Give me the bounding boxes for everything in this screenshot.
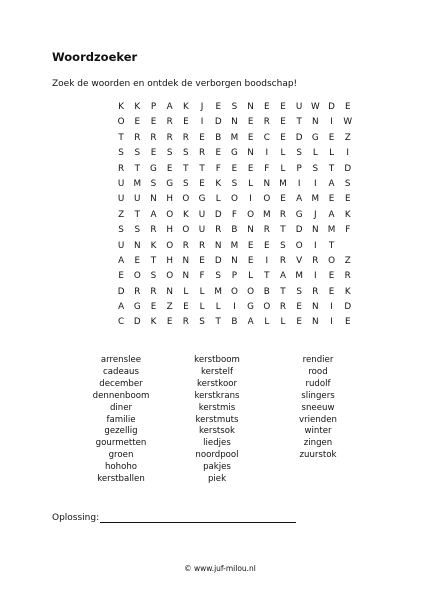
grid-cell[interactable]: S bbox=[134, 148, 141, 159]
grid-cell[interactable]: M bbox=[295, 271, 303, 282]
word-list-item: kerstballen bbox=[97, 474, 145, 485]
word-list-item: cadeaus bbox=[103, 366, 139, 377]
grid-cell[interactable]: E bbox=[296, 302, 302, 313]
grid-cell[interactable]: K bbox=[182, 102, 189, 112]
grid-cell[interactable]: O bbox=[133, 271, 141, 282]
grid-cell[interactable]: D bbox=[295, 225, 303, 236]
grid-row bbox=[113, 239, 356, 254]
grid-cell[interactable]: O bbox=[182, 225, 190, 236]
word-list-item: noordpool bbox=[195, 450, 239, 461]
word-list-item: gezellig bbox=[104, 426, 138, 437]
grid-cell[interactable]: R bbox=[150, 225, 157, 236]
grid-row bbox=[113, 269, 356, 284]
word-list-item: vrienden bbox=[299, 414, 337, 425]
grid-cell[interactable]: O bbox=[182, 194, 190, 205]
word-list-item: piek bbox=[207, 474, 227, 485]
grid-cell[interactable]: D bbox=[133, 317, 141, 328]
grid-cell[interactable]: H bbox=[166, 225, 173, 236]
grid-cell[interactable]: T bbox=[183, 163, 189, 174]
grid-cell[interactable]: R bbox=[279, 255, 287, 266]
grid-cell[interactable]: S bbox=[118, 225, 124, 236]
grid-cell[interactable]: D bbox=[214, 209, 222, 220]
grid-cell[interactable]: E bbox=[247, 240, 254, 251]
grid-cell[interactable]: N bbox=[182, 255, 190, 266]
grid-cell[interactable]: G bbox=[247, 302, 254, 313]
letter-grid bbox=[113, 100, 356, 331]
grid-cell[interactable]: E bbox=[231, 163, 238, 174]
grid-cell[interactable]: R bbox=[166, 132, 173, 143]
grid-cell[interactable]: E bbox=[199, 132, 205, 143]
grid-cell[interactable]: O bbox=[295, 240, 303, 251]
grid-cell[interactable]: T bbox=[264, 271, 270, 282]
grid-cell[interactable]: T bbox=[134, 163, 140, 174]
grid-cell[interactable]: N bbox=[312, 302, 319, 313]
word-list-item: kerstsok bbox=[198, 426, 236, 437]
grid-cell[interactable]: M bbox=[262, 209, 271, 220]
grid-cell[interactable]: N bbox=[231, 117, 238, 128]
word-list-item: rendier bbox=[302, 355, 334, 365]
grid-cell[interactable]: A bbox=[150, 209, 157, 220]
grid-row bbox=[113, 115, 356, 130]
grid-cell[interactable]: I bbox=[314, 271, 317, 282]
grid-cell[interactable]: E bbox=[280, 102, 286, 112]
grid-cell[interactable]: E bbox=[166, 317, 173, 328]
grid-cell[interactable]: R bbox=[198, 240, 206, 251]
word-list-item: liedjes bbox=[203, 438, 231, 449]
word-list-item: hohoho bbox=[104, 462, 138, 473]
grid-cell[interactable]: S bbox=[183, 148, 189, 159]
word-list-item: kerstmis bbox=[198, 402, 236, 413]
grid-cell[interactable]: P bbox=[296, 163, 302, 174]
grid-cell[interactable]: W bbox=[343, 117, 353, 128]
solution-answer-line[interactable] bbox=[100, 513, 296, 523]
grid-cell[interactable]: N bbox=[312, 117, 319, 128]
word-list-item: winter bbox=[304, 426, 332, 437]
word-list-item: rudolf bbox=[305, 378, 331, 389]
grid-cell[interactable]: F bbox=[199, 271, 205, 282]
grid-cell[interactable]: N bbox=[133, 240, 141, 251]
grid-cell[interactable]: J bbox=[200, 102, 204, 112]
grid-cell[interactable]: I bbox=[297, 178, 301, 189]
grid-cell[interactable]: E bbox=[264, 240, 270, 251]
word-list-item: slingers bbox=[301, 390, 335, 401]
grid-row bbox=[113, 285, 356, 300]
grid-cell[interactable]: N bbox=[150, 194, 157, 205]
grid-cell[interactable]: L bbox=[280, 148, 286, 159]
word-list-column-3 bbox=[284, 355, 352, 462]
solution-label: Oplossing: bbox=[52, 513, 100, 523]
grid-cell[interactable]: R bbox=[166, 117, 173, 128]
grid-cell[interactable]: E bbox=[344, 194, 351, 205]
grid-cell[interactable]: L bbox=[280, 163, 286, 174]
grid-cell[interactable]: O bbox=[166, 240, 174, 251]
grid-cell[interactable]: O bbox=[230, 286, 238, 297]
grid-cell[interactable]: D bbox=[214, 117, 222, 128]
grid-cell[interactable]: P bbox=[231, 271, 238, 282]
word-list-item: kerstboom bbox=[194, 355, 240, 365]
grid-cell[interactable]: S bbox=[344, 178, 351, 189]
grid-cell[interactable]: A bbox=[328, 178, 335, 189]
grid-cell[interactable]: E bbox=[183, 117, 189, 128]
grid-cell[interactable]: N bbox=[312, 225, 319, 236]
grid-cell[interactable]: A bbox=[328, 209, 335, 220]
grid-cell[interactable]: R bbox=[150, 286, 157, 297]
grid-cell[interactable]: B bbox=[231, 225, 238, 236]
grid-cell[interactable]: R bbox=[182, 132, 189, 143]
grid-cell[interactable]: L bbox=[248, 271, 254, 282]
grid-cell[interactable]: H bbox=[166, 255, 173, 266]
grid-cell[interactable]: K bbox=[215, 178, 222, 189]
grid-cell[interactable]: O bbox=[263, 194, 271, 205]
grid-cell[interactable]: G bbox=[133, 302, 141, 313]
grid-cell[interactable]: R bbox=[118, 163, 125, 174]
grid-cell[interactable]: Z bbox=[118, 209, 125, 220]
grid-cell[interactable]: U bbox=[117, 194, 125, 205]
grid-cell[interactable]: U bbox=[295, 102, 303, 112]
grid-row bbox=[113, 254, 356, 269]
grid-cell[interactable]: R bbox=[344, 271, 351, 282]
grid-cell[interactable]: S bbox=[118, 148, 124, 159]
word-list-item: rood bbox=[308, 366, 328, 377]
grid-row bbox=[113, 177, 356, 192]
grid-cell[interactable]: S bbox=[296, 286, 302, 297]
grid-cell[interactable]: O bbox=[166, 271, 174, 282]
grid-cell[interactable]: S bbox=[280, 240, 286, 251]
grid-cell[interactable]: G bbox=[311, 132, 319, 143]
grid-cell[interactable]: Z bbox=[166, 302, 173, 313]
grid-cell[interactable]: E bbox=[150, 117, 157, 128]
grid-cell[interactable]: E bbox=[247, 117, 254, 128]
grid-cell[interactable]: T bbox=[328, 163, 335, 174]
grid-cell[interactable]: E bbox=[134, 255, 141, 266]
grid-cell[interactable]: R bbox=[134, 132, 141, 143]
grid-cell[interactable]: E bbox=[280, 132, 286, 143]
grid-cell[interactable]: T bbox=[296, 117, 302, 128]
grid-cell[interactable]: S bbox=[215, 271, 222, 282]
grid-cell[interactable]: K bbox=[344, 209, 351, 220]
grid-cell[interactable]: I bbox=[249, 194, 252, 205]
grid-cell[interactable]: A bbox=[296, 194, 303, 205]
grid-cell[interactable]: L bbox=[215, 194, 221, 205]
word-list-column-1 bbox=[86, 355, 156, 486]
grid-cell[interactable]: G bbox=[166, 178, 174, 189]
grid-cell[interactable]: N bbox=[312, 317, 319, 328]
word-list-item: zingen bbox=[303, 438, 333, 449]
grid-cell[interactable]: E bbox=[344, 102, 351, 112]
grid-cell[interactable]: B bbox=[263, 286, 270, 297]
grid-cell[interactable]: D bbox=[344, 302, 352, 313]
grid-cell[interactable]: L bbox=[248, 178, 254, 189]
grid-cell[interactable]: R bbox=[312, 286, 319, 297]
grid-cell[interactable]: I bbox=[200, 117, 204, 128]
grid-cell[interactable]: M bbox=[214, 286, 223, 297]
grid-cell[interactable]: R bbox=[150, 132, 157, 143]
grid-cell[interactable]: I bbox=[346, 148, 350, 159]
grid-cell[interactable]: I bbox=[314, 178, 317, 189]
grid-cell[interactable]: O bbox=[166, 209, 174, 220]
grid-cell[interactable]: T bbox=[199, 163, 205, 174]
grid-cell[interactable]: L bbox=[312, 148, 318, 159]
solution-area bbox=[52, 513, 296, 523]
grid-cell[interactable]: M bbox=[230, 240, 239, 251]
grid-row bbox=[113, 100, 356, 115]
grid-cell[interactable]: M bbox=[230, 132, 239, 143]
grid-cell[interactable]: E bbox=[328, 194, 335, 205]
grid-cell[interactable]: I bbox=[265, 255, 269, 266]
grid-cell[interactable]: N bbox=[247, 102, 254, 112]
grid-cell[interactable]: S bbox=[296, 148, 302, 159]
grid-cell[interactable]: E bbox=[118, 271, 124, 282]
grid-cell[interactable]: T bbox=[134, 209, 140, 220]
grid-cell[interactable]: S bbox=[231, 178, 238, 189]
grid-cell[interactable]: G bbox=[295, 209, 303, 220]
grid-cell[interactable]: S bbox=[134, 225, 141, 236]
grid-cell[interactable]: P bbox=[150, 102, 157, 112]
grid-cell[interactable]: A bbox=[279, 271, 286, 282]
instruction-text: Zoek de woorden en ontdek de verborgen boodschap! bbox=[52, 79, 298, 89]
grid-cell[interactable]: E bbox=[328, 271, 335, 282]
word-list-item: diner bbox=[109, 402, 133, 413]
grid-row bbox=[113, 223, 356, 238]
grid-cell[interactable]: G bbox=[198, 194, 206, 205]
grid-cell[interactable]: E bbox=[166, 163, 173, 174]
grid-cell[interactable]: R bbox=[182, 317, 189, 328]
word-list-item: arrenslee bbox=[100, 355, 142, 365]
grid-cell[interactable]: K bbox=[118, 102, 124, 112]
grid-cell[interactable]: E bbox=[150, 302, 157, 313]
word-list-item: kerstkrans bbox=[194, 390, 240, 401]
grid-cell[interactable]: R bbox=[279, 209, 287, 220]
grid-cell[interactable]: L bbox=[264, 317, 270, 328]
grid-cell[interactable]: N bbox=[231, 255, 238, 266]
grid-cell[interactable]: R bbox=[134, 286, 141, 297]
grid-cell[interactable]: E bbox=[247, 163, 254, 174]
word-list-item: kerstelf bbox=[200, 366, 234, 377]
grid-cell[interactable]: L bbox=[183, 286, 189, 297]
grid-cell[interactable]: F bbox=[345, 225, 351, 236]
grid-cell[interactable]: U bbox=[134, 194, 141, 205]
word-list-item: zuurstok bbox=[299, 450, 337, 461]
grid-cell[interactable]: O bbox=[328, 255, 335, 266]
grid-cell[interactable]: O bbox=[117, 117, 125, 128]
grid-cell[interactable]: D bbox=[328, 102, 335, 112]
grid-cell[interactable]: I bbox=[330, 302, 333, 313]
grid-cell[interactable]: S bbox=[150, 178, 157, 189]
grid-cell[interactable]: I bbox=[233, 302, 236, 313]
grid-cell[interactable]: C bbox=[118, 317, 125, 328]
grid-cell[interactable]: U bbox=[198, 225, 206, 236]
grid-cell[interactable]: L bbox=[199, 302, 205, 313]
grid-cell[interactable]: D bbox=[214, 255, 222, 266]
grid-row bbox=[113, 131, 356, 146]
grid-cell[interactable]: E bbox=[183, 302, 189, 313]
word-list-item: sneeuw bbox=[301, 402, 335, 413]
word-list-item: kerstkoor bbox=[196, 378, 238, 389]
grid-cell[interactable]: E bbox=[328, 286, 335, 297]
grid-cell[interactable]: R bbox=[263, 225, 270, 236]
grid-cell[interactable]: J bbox=[314, 209, 317, 220]
grid-row bbox=[113, 315, 356, 330]
grid-cell[interactable]: N bbox=[182, 271, 190, 282]
grid-cell[interactable]: S bbox=[199, 317, 205, 328]
grid-cell[interactable]: O bbox=[247, 209, 255, 220]
grid-cell[interactable]: S bbox=[166, 148, 173, 159]
word-list-item: dennenboom bbox=[92, 390, 150, 401]
grid-cell[interactable]: O bbox=[230, 194, 238, 205]
grid-cell[interactable]: E bbox=[296, 317, 302, 328]
grid-cell[interactable]: H bbox=[166, 194, 173, 205]
grid-cell[interactable]: K bbox=[344, 286, 351, 297]
grid-cell[interactable]: T bbox=[150, 255, 157, 266]
grid-cell[interactable]: I bbox=[330, 317, 333, 328]
grid-cell[interactable]: R bbox=[279, 302, 287, 313]
grid-cell[interactable]: N bbox=[214, 240, 222, 251]
grid-cell[interactable]: L bbox=[329, 148, 334, 159]
word-list-item: pakjes bbox=[203, 462, 231, 473]
grid-cell[interactable]: F bbox=[264, 163, 270, 174]
grid-cell[interactable]: E bbox=[344, 317, 351, 328]
grid-cell[interactable]: U bbox=[117, 178, 125, 189]
grid-cell[interactable]: M bbox=[279, 178, 287, 189]
grid-cell[interactable]: W bbox=[310, 102, 320, 112]
page-title: Woordzoeker bbox=[52, 50, 138, 64]
grid-cell[interactable]: E bbox=[264, 102, 270, 112]
grid-cell[interactable]: D bbox=[295, 132, 303, 143]
grid-cell[interactable]: E bbox=[247, 132, 254, 143]
grid-cell[interactable]: T bbox=[280, 286, 286, 297]
grid-cell[interactable]: A bbox=[166, 102, 173, 112]
grid-cell[interactable]: K bbox=[182, 209, 189, 220]
grid-row bbox=[113, 146, 356, 161]
grid-cell[interactable]: O bbox=[247, 286, 255, 297]
grid-cell[interactable]: L bbox=[199, 286, 205, 297]
grid-cell[interactable]: F bbox=[231, 209, 237, 220]
grid-cell[interactable]: Z bbox=[344, 132, 351, 143]
grid-cell[interactable]: D bbox=[344, 163, 352, 174]
grid-row bbox=[113, 208, 356, 223]
footer-credit: © www.juf-milou.nl bbox=[184, 564, 256, 573]
word-list-item: kerstmuts bbox=[195, 414, 239, 425]
grid-cell[interactable]: R bbox=[182, 240, 189, 251]
grid-cell[interactable]: K bbox=[150, 317, 157, 328]
grid-cell[interactable]: E bbox=[150, 148, 157, 159]
grid-cell[interactable]: B bbox=[215, 132, 222, 143]
grid-cell[interactable]: E bbox=[328, 132, 335, 143]
grid-cell[interactable]: K bbox=[134, 102, 141, 112]
grid-cell[interactable]: M bbox=[311, 194, 320, 205]
grid-cell[interactable]: G bbox=[230, 148, 238, 159]
grid-cell[interactable]: T bbox=[215, 317, 221, 328]
grid-cell[interactable]: D bbox=[117, 286, 125, 297]
grid-cell[interactable]: T bbox=[328, 240, 335, 251]
word-list-item: december bbox=[99, 378, 143, 389]
grid-cell[interactable]: E bbox=[199, 255, 205, 266]
word-list-item: gourmetten bbox=[95, 438, 147, 449]
grid-cell[interactable]: F bbox=[215, 163, 221, 174]
grid-cell[interactable]: A bbox=[247, 317, 254, 328]
grid-cell[interactable]: R bbox=[215, 225, 222, 236]
grid-cell[interactable]: R bbox=[198, 148, 206, 159]
grid-cell[interactable]: A bbox=[118, 255, 125, 266]
grid-cell[interactable]: I bbox=[265, 148, 269, 159]
grid-cell[interactable]: E bbox=[134, 117, 141, 128]
grid-cell[interactable]: U bbox=[198, 209, 206, 220]
grid-cell[interactable]: S bbox=[231, 102, 238, 112]
grid-cell[interactable]: O bbox=[263, 302, 271, 313]
grid-cell[interactable]: L bbox=[215, 302, 221, 313]
word-list-item: groen bbox=[108, 450, 134, 461]
grid-cell[interactable]: C bbox=[263, 132, 270, 143]
grid-cell[interactable]: K bbox=[150, 240, 157, 251]
word-list-item: familie bbox=[106, 414, 136, 425]
grid-cell[interactable]: N bbox=[247, 148, 254, 159]
grid-cell[interactable]: I bbox=[330, 117, 333, 128]
grid-cell[interactable]: B bbox=[231, 317, 238, 328]
grid-cell[interactable]: E bbox=[215, 102, 221, 112]
grid-cell[interactable]: A bbox=[118, 302, 125, 313]
grid-cell[interactable] bbox=[340, 239, 356, 254]
grid-cell[interactable]: L bbox=[280, 317, 286, 328]
grid-row bbox=[113, 162, 356, 177]
grid-cell[interactable]: V bbox=[296, 255, 303, 266]
grid-cell[interactable]: M bbox=[327, 225, 336, 236]
grid-cell[interactable]: E bbox=[247, 255, 254, 266]
grid-cell[interactable]: M bbox=[133, 178, 142, 189]
grid-cell[interactable]: S bbox=[150, 271, 157, 282]
grid-cell[interactable]: E bbox=[280, 194, 286, 205]
grid-cell[interactable]: N bbox=[166, 286, 173, 297]
grid-cell[interactable]: N bbox=[247, 225, 254, 236]
grid-cell[interactable]: E bbox=[280, 117, 286, 128]
word-list-column-2 bbox=[180, 355, 254, 486]
grid-cell[interactable]: T bbox=[118, 132, 124, 143]
grid-cell[interactable]: E bbox=[199, 178, 205, 189]
grid-cell[interactable]: I bbox=[314, 240, 317, 251]
grid-cell[interactable]: E bbox=[215, 148, 221, 159]
grid-cell[interactable]: T bbox=[280, 225, 286, 236]
grid-cell[interactable]: Z bbox=[344, 255, 351, 266]
grid-cell[interactable]: S bbox=[183, 178, 189, 189]
grid-cell[interactable]: R bbox=[312, 255, 319, 266]
grid-row bbox=[113, 192, 356, 207]
grid-cell[interactable]: R bbox=[263, 117, 270, 128]
grid-cell[interactable]: S bbox=[312, 163, 319, 174]
grid-cell[interactable]: N bbox=[263, 178, 271, 189]
grid-row bbox=[113, 300, 356, 315]
grid-cell[interactable]: G bbox=[150, 163, 157, 174]
grid-cell[interactable]: U bbox=[117, 240, 125, 251]
